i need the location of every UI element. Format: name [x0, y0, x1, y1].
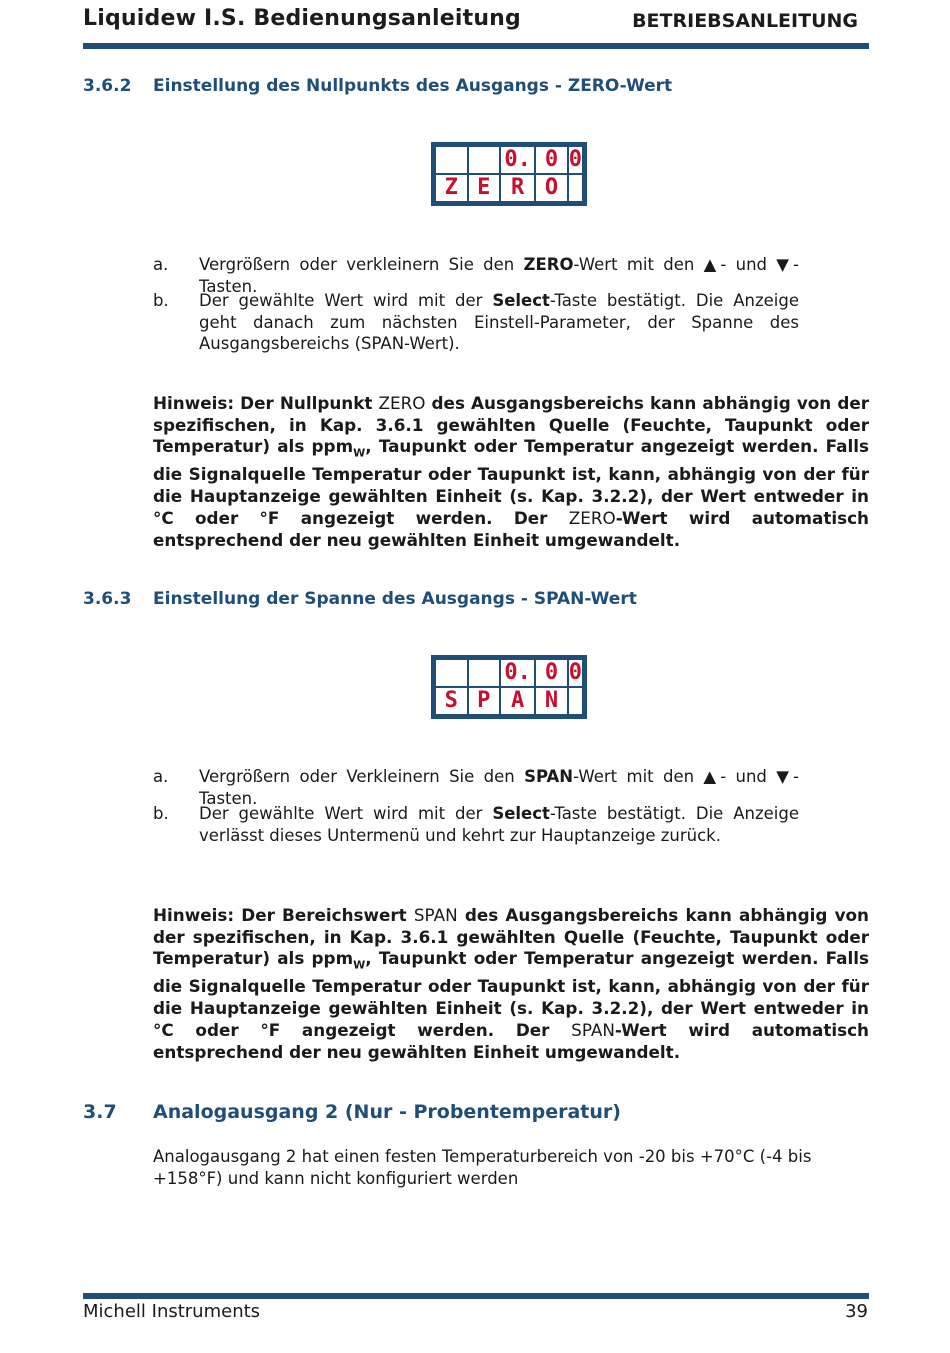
- note-text: Hinweis: Der Nullpunkt: [153, 393, 379, 413]
- lcd-display-zero: [431, 142, 587, 206]
- section-body-3-7: Analogausgang 2 hat einen festen Temperaturbereich von -20 bis +70°C (-4 bis +158°F) und kann nicht konfiguriert werden: [153, 1147, 812, 1188]
- step-text-part: Der gewählte Wert wird mit der: [199, 804, 493, 823]
- step-text-part: -Wert mit den ▲- und ▼-Tasten.: [199, 767, 799, 808]
- keyword: ZERO: [523, 255, 574, 274]
- lcd-cell: 0.: [500, 659, 535, 687]
- step-a-span: [153, 766, 803, 808]
- lcd-cell: 0: [535, 659, 568, 687]
- note-keyword: SPAN: [413, 905, 458, 925]
- note-keyword: ZERO: [568, 507, 616, 528]
- step-label: a.: [153, 767, 169, 786]
- footer-company: Michell Instruments: [83, 1301, 261, 1322]
- lcd-cell: [568, 687, 583, 715]
- note-text: -Wert wird automatisch entsprechend der neu gewählten Einheit umgewandelt.: [153, 1019, 869, 1062]
- lcd-cell: [468, 146, 501, 174]
- lcd-cell: [435, 146, 468, 174]
- step-text: [199, 803, 799, 846]
- section-heading-3-6-3: [83, 589, 869, 611]
- step-label: b.: [153, 291, 169, 310]
- note-text: , Taupunkt oder Temperatur angezeigt werden. Falls die Signalquelle Temperatur oder Taupunkt ist, kann, abhängig von der für die Hauptanzeige gewählten Einheit (s. Kap. 3.2.2), der Wert entweder in °C oder °F angezeigt werden. Der: [153, 948, 869, 1040]
- step-label: b.: [153, 804, 169, 823]
- lcd-cell: 0: [568, 147, 582, 172]
- lcd-cell: E: [468, 174, 501, 202]
- document-type: BETRIEBSANLEITUNG: [632, 10, 858, 32]
- keyword: Select: [492, 291, 550, 310]
- note-span: [153, 905, 869, 1063]
- lcd-cell: N: [535, 687, 568, 715]
- section-title: Analogausgang 2 (Nur - Probentemperatur): [153, 1101, 621, 1123]
- lcd-cell: [435, 659, 468, 687]
- keyword: SPAN: [524, 767, 574, 786]
- step-b-zero: [153, 290, 803, 356]
- step-a-zero: [153, 254, 803, 296]
- lcd-cell: 0: [568, 660, 582, 685]
- note-text: des Ausgangsbereichs kann abhängig von der spezifischen, in Kap. 3.6.1 gewählten Quelle (Feuchte, Taupunkt oder Temperatur) als ppm: [153, 393, 870, 457]
- lcd-cell: S: [435, 687, 468, 715]
- section-number: 3.6.3: [83, 589, 132, 609]
- note-zero: [153, 393, 869, 551]
- step-label: a.: [153, 255, 169, 274]
- footer-rule: [83, 1293, 869, 1299]
- page-number: 39: [845, 1301, 868, 1322]
- step-text-part: -Taste bestätigt. Die Anzeige geht danach zum nächsten Einstell-Parameter, der Spanne des Ausgangsbereichs (SPAN-Wert).: [199, 291, 799, 353]
- lcd-cell: [468, 659, 501, 687]
- lcd-cell: P: [468, 687, 501, 715]
- note-text: Hinweis: Der Bereichswert: [153, 905, 414, 925]
- document-title: Liquidew I.S. Bedienungsanleitung: [83, 6, 521, 31]
- note-keyword: ZERO: [378, 393, 426, 413]
- lcd-cell: 0: [535, 146, 568, 174]
- step-text: [199, 290, 799, 355]
- section-number: 3.7: [83, 1101, 117, 1123]
- note-text: , Taupunkt oder Temperatur angezeigt werden. Falls die Signalquelle Temperatur oder Taupunkt ist, kann, abhängig von der für die Hauptanzeige gewählten Einheit (s. Kap. 3.2.2), der Wert entweder in °C oder °F angezeigt werden. Der: [153, 436, 869, 528]
- subscript: W: [353, 958, 366, 972]
- note-keyword: SPAN: [571, 1019, 615, 1040]
- note-text: des Ausgangsbereichs kann abhängig von der spezifischen, in Kap. 3.6.1 gewählten Quelle (Feuchte, Taupunkt oder Temperatur) als ppm: [153, 905, 869, 969]
- keyword: Select: [492, 804, 550, 823]
- note-text: -Wert wird automatisch entsprechend der neu gewählten Einheit umgewandelt.: [153, 507, 869, 550]
- section-title: Einstellung der Spanne des Ausgangs - SPAN-Wert: [153, 589, 637, 609]
- lcd-cell: O: [535, 174, 568, 202]
- lcd-cell: 0.: [500, 146, 535, 174]
- section-heading-3-7: [83, 1101, 869, 1127]
- lcd-cell: Z: [435, 174, 468, 202]
- lcd-cell: A: [500, 687, 535, 715]
- step-text-part: -Wert mit den ▲- und ▼-Tasten.: [199, 255, 799, 296]
- step-text-part: -Taste bestätigt. Die Anzeige verlässt dieses Untermenü und kehrt zur Hauptanzeige zurück.: [199, 804, 799, 845]
- step-text-part: Vergrößern oder verkleinern Sie den: [199, 255, 524, 274]
- header-rule: [83, 43, 869, 49]
- step-text-part: Vergrößern oder Verkleinern Sie den: [199, 767, 525, 786]
- section-number: 3.6.2: [83, 76, 132, 96]
- lcd-cell: R: [500, 174, 535, 202]
- lcd-display-span: [431, 655, 587, 719]
- step-b-span: [153, 803, 803, 849]
- subscript: W: [353, 446, 366, 460]
- section-title: Einstellung des Nullpunkts des Ausgangs - ZERO-Wert: [153, 76, 673, 96]
- lcd-cell: [568, 174, 583, 202]
- section-heading-3-6-2: [83, 76, 869, 98]
- step-text-part: Der gewählte Wert wird mit der: [199, 291, 493, 310]
